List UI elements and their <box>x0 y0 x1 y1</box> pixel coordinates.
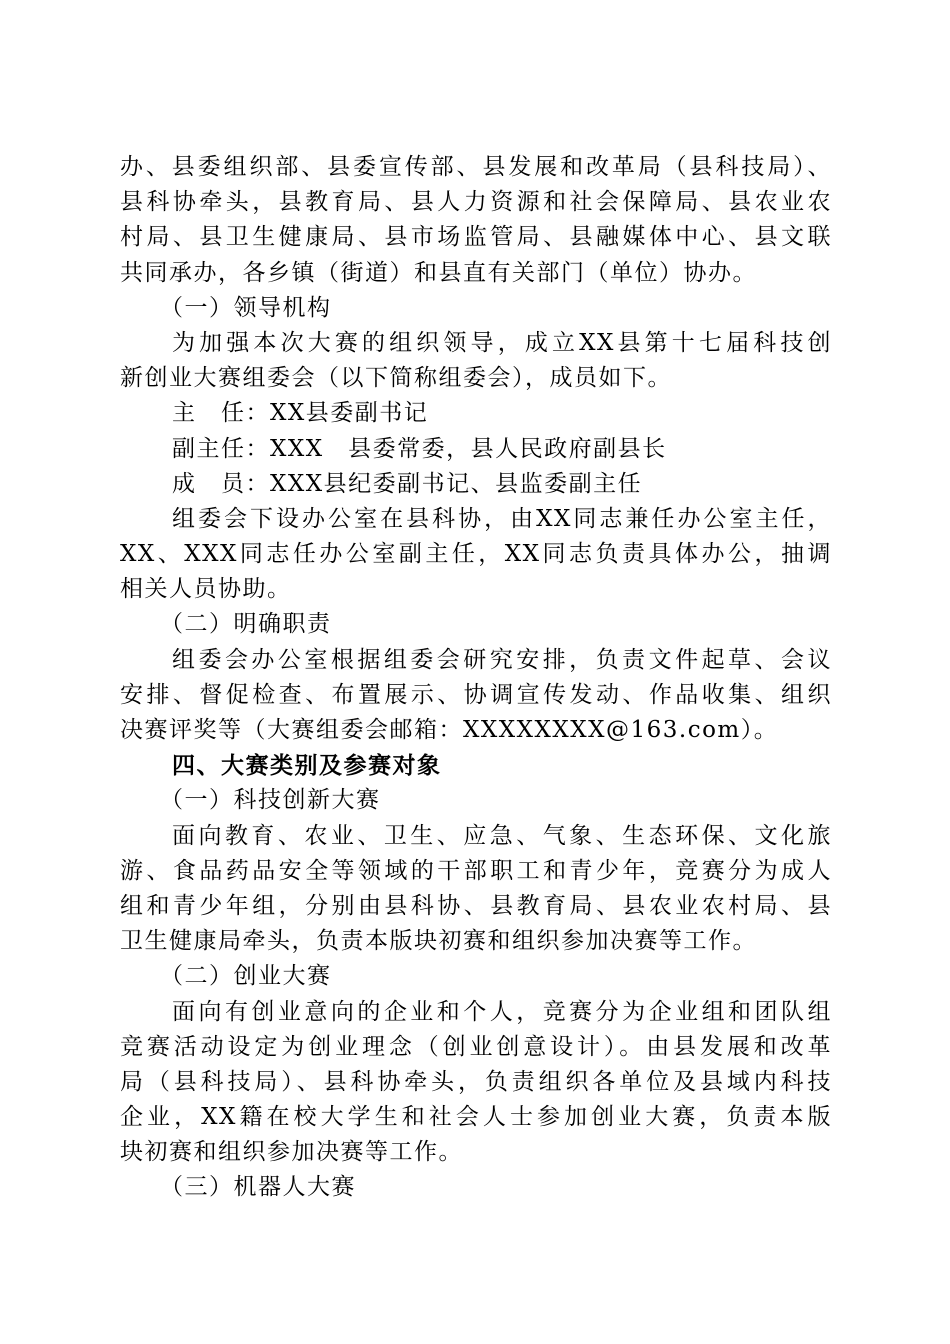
text-line: 决赛评奖等（大赛组委会邮箱：XXXXXXXX@163.com）。 <box>120 717 779 743</box>
section-heading: （一）领导机构 <box>160 294 332 321</box>
text-line: 相关人员协助。 <box>120 576 292 603</box>
text-line: 卫生健康局牵头，负责本版块初赛和组织参加决赛等工作。 <box>120 928 757 955</box>
text-line: 企业，XX籍在校大学生和社会人士参加创业大赛，负责本版 <box>120 1104 832 1131</box>
text-line: 县科协牵头，县教育局、县人力资源和社会保障局、县农业农 <box>120 189 832 216</box>
text-line: 办、县委组织部、县委宣传部、县发展和改革局（县科技局）、 <box>120 154 832 180</box>
text-line: 共同承办，各乡镇（街道）和县直有关部门（单位）协办。 <box>120 259 757 286</box>
text-line: 面向教育、农业、卫生、应急、气象、生态环保、文化旅 <box>172 822 832 849</box>
chapter-heading: 四、大赛类别及参赛对象 <box>172 752 442 780</box>
text-line: 面向有创业意向的企业和个人，竞赛分为企业组和团队组 <box>172 998 832 1025</box>
section-heading: （一）科技创新大赛 <box>160 787 381 814</box>
committee-vice-chair: 副主任：XXX 县委常委，县人民政府副县长 <box>172 435 667 462</box>
text-line: 安排、督促检查、布置展示、协调宣传发动、作品收集、组织 <box>120 681 832 708</box>
text-line: 局（县科技局）、县科协牵头，负责组织各单位及县域内科技 <box>120 1068 832 1095</box>
section-heading: （二）创业大赛 <box>160 963 332 990</box>
text-line: XX、XXX同志任办公室副主任，XX同志负责具体办公，抽调 <box>120 541 832 568</box>
text-line: 为加强本次大赛的组织领导，成立XX县第十七届科技创 <box>172 329 832 356</box>
section-heading: （三）机器人大赛 <box>160 1174 356 1201</box>
text-line: 竞赛活动设定为创业理念（创业创意设计）。由县发展和改革 <box>120 1033 832 1060</box>
text-line: 游、食品药品安全等领域的干部职工和青少年，竞赛分为成人 <box>120 857 832 884</box>
text-line: 组委会下设办公室在县科协，由XX同志兼任办公室主任， <box>172 505 832 532</box>
text-line: 组委会办公室根据组委会研究安排，负责文件起草、会议 <box>172 646 832 673</box>
text-line: 村局、县卫生健康局、县市场监管局、县融媒体中心、县文联 <box>120 224 832 251</box>
text-line: 新创业大赛组委会（以下简称组委会），成员如下。 <box>120 365 672 392</box>
document-page <box>120 150 832 1206</box>
section-heading: （二）明确职责 <box>160 611 332 638</box>
text-line: 组和青少年组，分别由县科协、县教育局、县农业农村局、县 <box>120 892 832 919</box>
text-line: 块初赛和组织参加决赛等工作。 <box>120 1139 463 1166</box>
committee-members: 成 员：XXX县纪委副书记、县监委副主任 <box>172 470 643 497</box>
committee-chair: 主 任：XX县委副书记 <box>172 400 429 427</box>
